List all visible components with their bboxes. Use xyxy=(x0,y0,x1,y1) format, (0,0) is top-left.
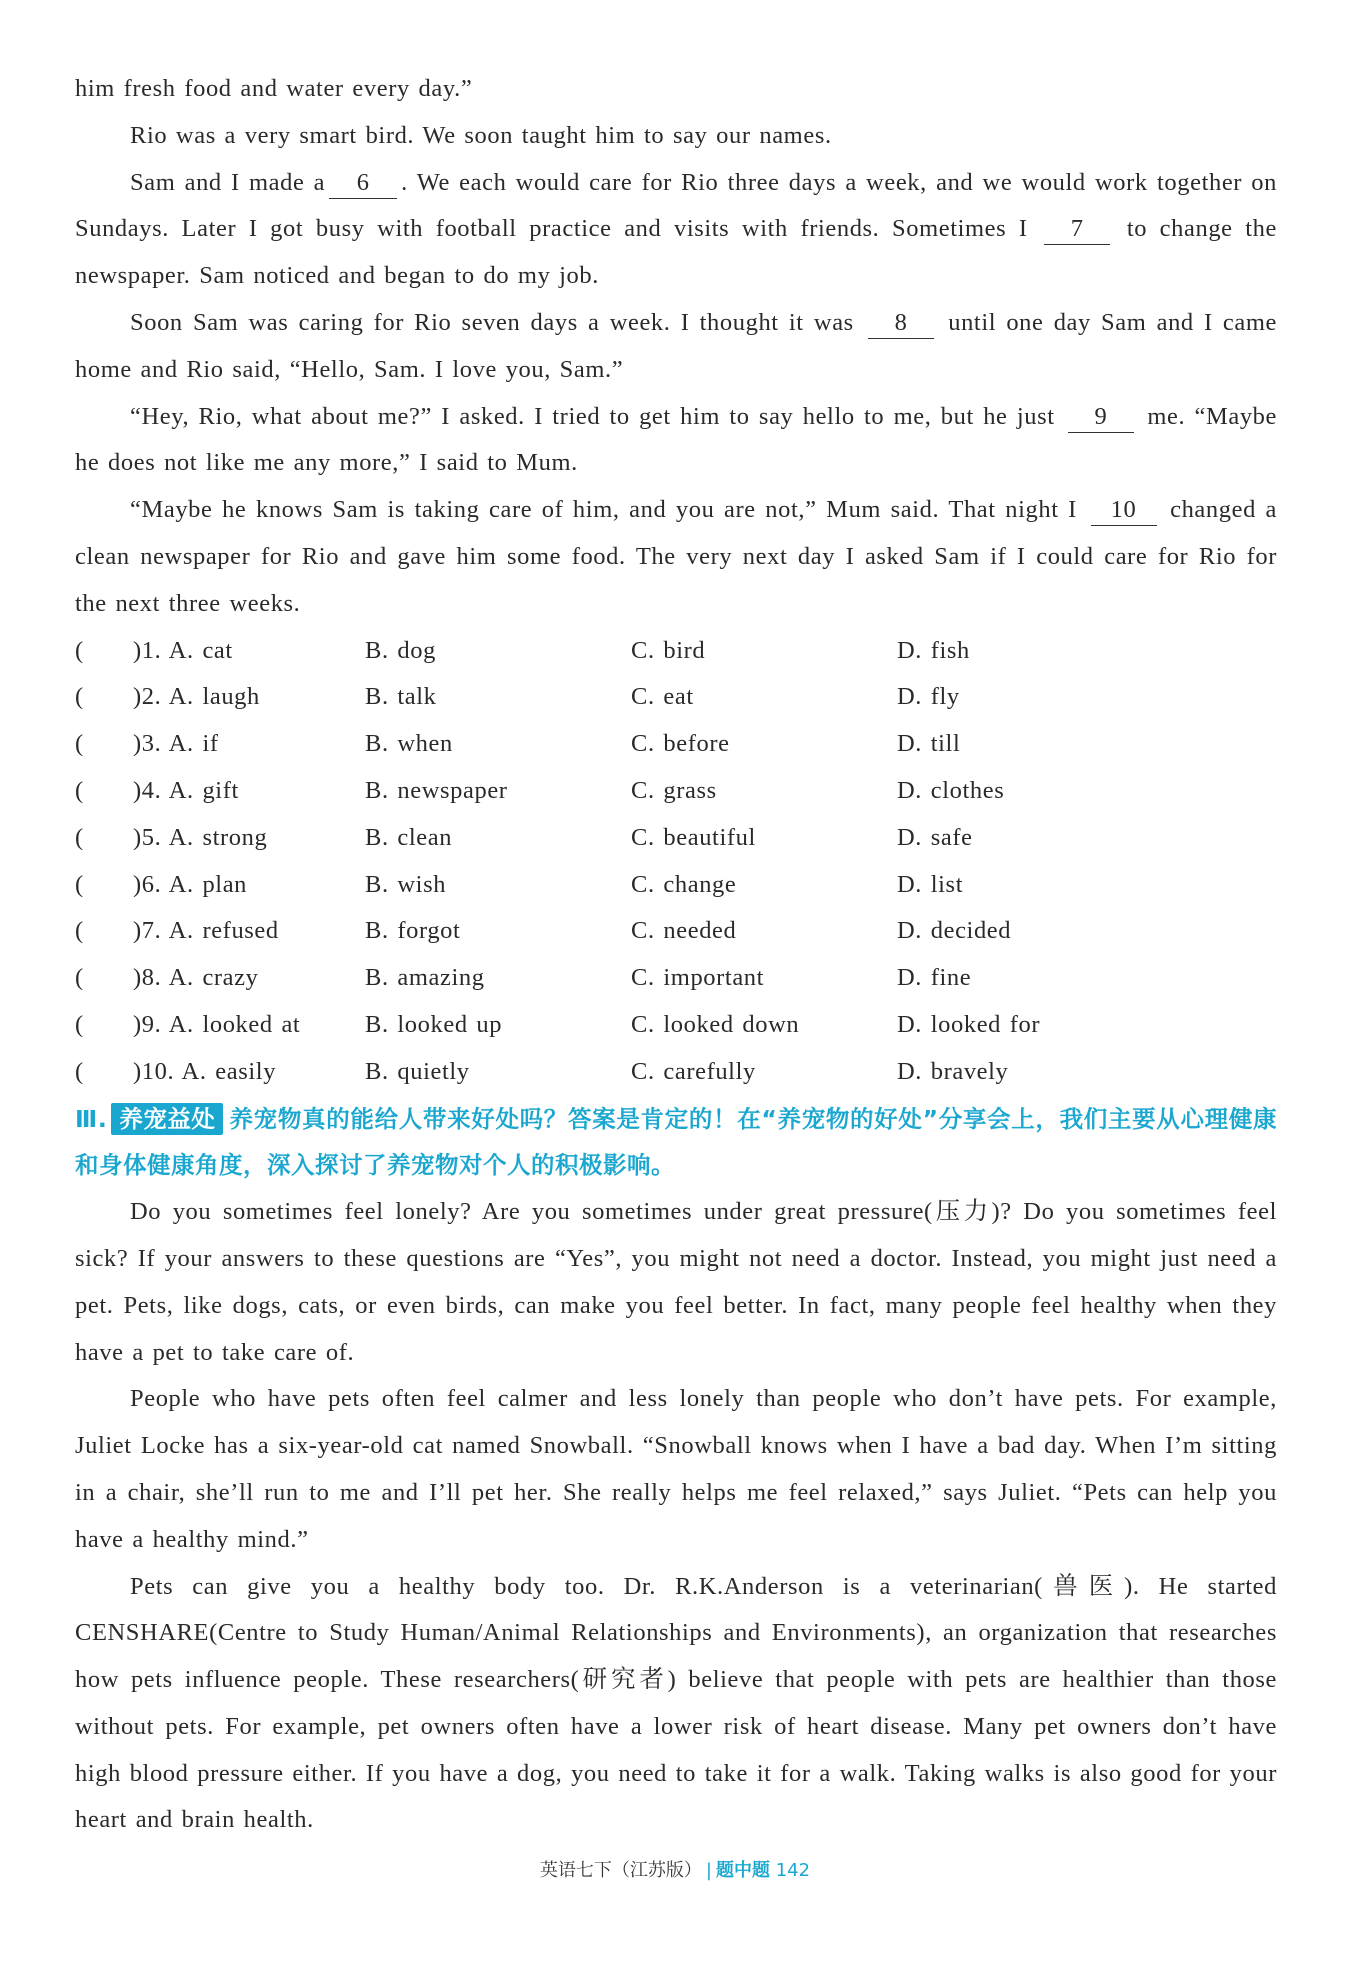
option-a: )2. A. laugh xyxy=(133,683,260,711)
blank-10[interactable]: 10 xyxy=(1091,495,1157,526)
para-text: Sam and I made a xyxy=(130,168,326,196)
option-a: )3. A. if xyxy=(133,730,219,758)
main-text xyxy=(75,66,1277,1844)
page-footer xyxy=(0,1856,1350,1882)
passage1-para3 xyxy=(75,160,1277,300)
option-b: B. when xyxy=(365,730,453,758)
question-row xyxy=(75,815,1277,862)
question-row xyxy=(75,721,1277,768)
section-3-heading xyxy=(75,1096,1277,1190)
option-d: D. fine xyxy=(897,964,972,992)
option-a: )5. A. strong xyxy=(133,823,268,851)
question-row xyxy=(75,955,1277,1002)
para-text: Pets can give you a healthy body too. Dr. R.K.Anderson is a veterinarian(兽医). He started CENSHARE(Centre to Study Human/Animal Relationships and Environments), an organization that researches how pets influence people. These researchers(研究者) believe that people with pets are healthier than those without pets. For example, pet owners often have a lower risk of heart disease. Many pet owners don’t have high blood pressure either. If you have a dog, you need to take it for a walk. Taking walks is also good for your heart and brain health. xyxy=(75,1572,1277,1834)
option-b: B. wish xyxy=(365,870,447,898)
option-c: C. carefully xyxy=(631,1057,756,1085)
option-d: D. decided xyxy=(897,917,1012,945)
option-c: C. important xyxy=(631,964,765,992)
option-d: D. list xyxy=(897,870,964,898)
page-number: 142 xyxy=(775,1860,811,1881)
option-c: C. needed xyxy=(631,917,737,945)
option-c: C. eat xyxy=(631,683,694,711)
option-c: C. before xyxy=(631,730,730,758)
question-row xyxy=(75,862,1277,909)
blank-7[interactable]: 7 xyxy=(1044,214,1110,245)
question-list xyxy=(75,628,1277,1096)
question-row xyxy=(75,768,1277,815)
option-b: B. quietly xyxy=(365,1057,470,1085)
blank-6[interactable]: 6 xyxy=(329,168,397,199)
blank-8[interactable]: 8 xyxy=(868,308,934,339)
answer-paren[interactable]: ( xyxy=(75,730,84,758)
section-tag: 养宠益处 xyxy=(111,1103,223,1135)
option-d: D. fly xyxy=(897,683,960,711)
para-text: . We each would care for Rio three days a week, and we would work together on Sundays. Later I got busy with football practice and visits with friends. Sometimes I xyxy=(75,168,1278,243)
para-text: changed a clean newspaper for Rio and gave him some food. The very next day I asked Sam if I could care for Rio for the next three weeks. xyxy=(75,496,1277,617)
option-a: )8. A. crazy xyxy=(133,964,259,992)
passage1-para1 xyxy=(75,66,1277,113)
option-a: )7. A. refused xyxy=(133,917,279,945)
option-d: D. looked for xyxy=(897,1010,1041,1038)
option-b: B. forgot xyxy=(365,917,461,945)
answer-paren[interactable]: ( xyxy=(75,1010,84,1038)
para-text: “Hey, Rio, what about me?” I asked. I tried to get him to say hello to me, but he just xyxy=(130,402,1055,430)
option-d: D. bravely xyxy=(897,1057,1009,1085)
option-c: C. change xyxy=(631,870,737,898)
answer-paren[interactable]: ( xyxy=(75,683,84,711)
blank-9[interactable]: 9 xyxy=(1068,402,1134,433)
question-row xyxy=(75,1002,1277,1049)
option-a: )1. A. cat xyxy=(133,636,233,664)
para-text: to change the newspaper. Sam noticed and began to do my job. xyxy=(75,215,1277,290)
option-a: )6. A. plan xyxy=(133,870,248,898)
passage1-para6 xyxy=(75,487,1277,627)
para-text: me. “Maybe he does not like me any more,” I said to Mum. xyxy=(75,402,1277,477)
option-a: )9. A. looked at xyxy=(133,1010,301,1038)
para-text: Do you sometimes feel lonely? Are you sometimes under great pressure(压力)? Do you sometimes feel sick? If your answers to these questions are “Yes”, you might not need a doctor. Instead, you might just need a pet. Pets, like dogs, cats, or even birds, can make you feel better. In fact, many people feel healthy when they have a pet to take care of. xyxy=(75,1198,1277,1366)
para-text: him fresh food and water every day.” xyxy=(75,75,473,102)
passage1-para5 xyxy=(75,394,1277,488)
option-c: C. looked down xyxy=(631,1010,800,1038)
option-c: C. bird xyxy=(631,636,706,664)
answer-paren[interactable]: ( xyxy=(75,917,84,945)
section-numeral: Ⅲ. xyxy=(75,1104,108,1133)
answer-paren[interactable]: ( xyxy=(75,823,84,851)
answer-paren[interactable]: ( xyxy=(75,1057,84,1085)
option-d: D. fish xyxy=(897,636,970,664)
option-b: B. talk xyxy=(365,683,437,711)
passage2-para2 xyxy=(75,1376,1277,1563)
option-a: )4. A. gift xyxy=(133,776,239,804)
para-text: People who have pets often feel calmer and less lonely than people who don’t have pets. For example, Juliet Locke has a six-year-old cat named Snowball. “Snowball knows when I have a bad day. When I’m sitting in a chair, she’ll run to me and I’ll pet her. She really helps me feel relaxed,” says Juliet. “Pets can help you have a healthy mind.” xyxy=(75,1385,1277,1553)
passage1-para4 xyxy=(75,300,1277,394)
option-b: B. newspaper xyxy=(365,776,508,804)
passage2-para3 xyxy=(75,1564,1277,1845)
answer-paren[interactable]: ( xyxy=(75,964,84,992)
option-d: D. clothes xyxy=(897,776,1005,804)
answer-paren[interactable]: ( xyxy=(75,870,84,898)
option-c: C. beautiful xyxy=(631,823,756,851)
option-d: D. till xyxy=(897,730,961,758)
option-d: D. safe xyxy=(897,823,973,851)
question-row xyxy=(75,908,1277,955)
book-title: 英语七下（江苏版） xyxy=(539,1860,702,1881)
para-text: Soon Sam was caring for Rio seven days a week. I thought it was xyxy=(130,308,854,336)
passage2-para1 xyxy=(75,1189,1277,1376)
series-brand: 题中题 xyxy=(715,1860,770,1881)
passage1-para2 xyxy=(75,113,1277,160)
option-b: B. looked up xyxy=(365,1010,503,1038)
section-intro: 养宠物真的能给人带来好处吗？答案是肯定的！在“养宠物的好处”分享会上，我们主要从心理健康和身体健康角度，深入探讨了养宠物对个人的积极影响。 xyxy=(75,1104,1277,1180)
option-b: B. clean xyxy=(365,823,453,851)
para-text: until one day Sam and I came home and Rio said, “Hello, Sam. I love you, Sam.” xyxy=(75,308,1277,383)
para-text: Rio was a very smart bird. We soon taught him to say our names. xyxy=(130,121,832,149)
para-text: “Maybe he knows Sam is taking care of him, and you are not,” Mum said. That night I xyxy=(130,496,1077,524)
option-b: B. amazing xyxy=(365,964,485,992)
footer-separator: | xyxy=(705,1860,712,1881)
option-a: )10. A. easily xyxy=(133,1057,277,1085)
question-row xyxy=(75,674,1277,721)
option-c: C. grass xyxy=(631,776,717,804)
answer-paren[interactable]: ( xyxy=(75,636,84,664)
option-b: B. dog xyxy=(365,636,436,664)
answer-paren[interactable]: ( xyxy=(75,776,84,804)
question-row xyxy=(75,628,1277,675)
question-row xyxy=(75,1049,1277,1096)
